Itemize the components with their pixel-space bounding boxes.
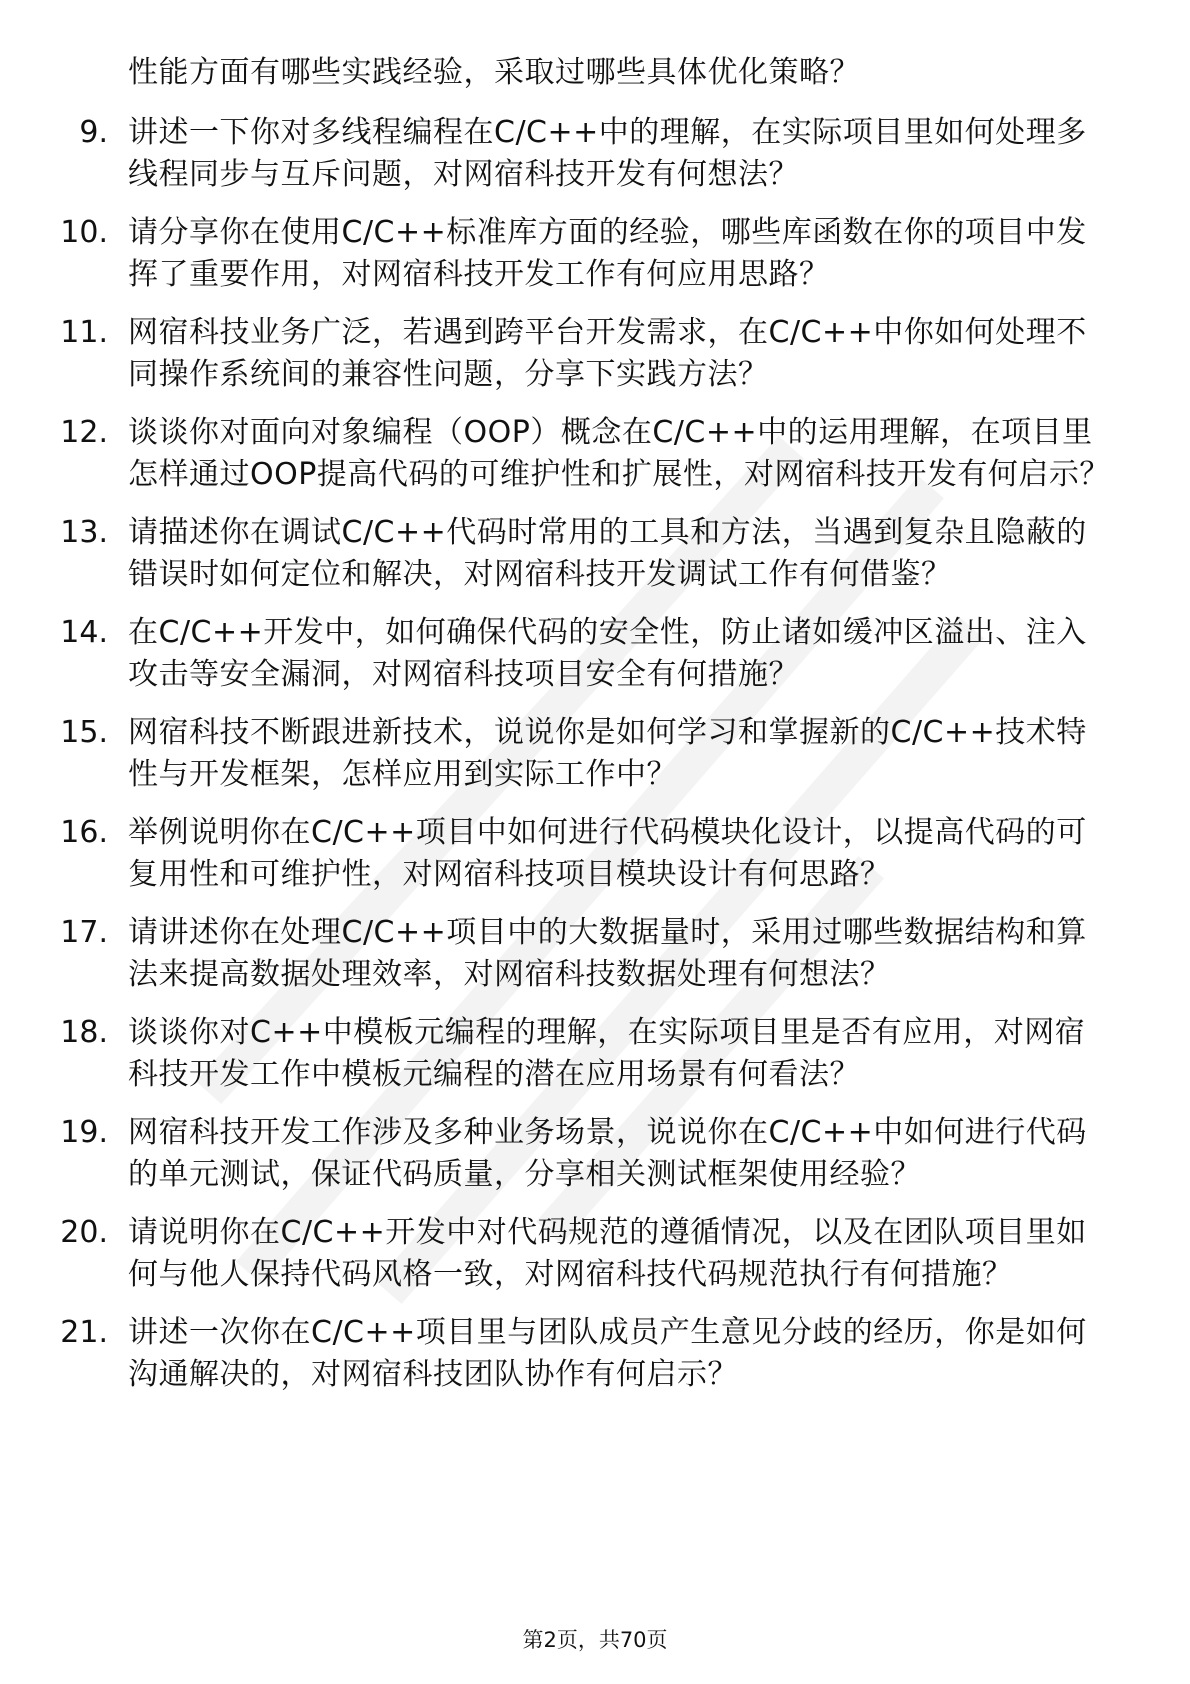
list-item	[0, 312, 1190, 396]
list-item	[0, 512, 1190, 596]
question-number: 14.	[60, 615, 108, 650]
list-item	[0, 1112, 1190, 1196]
list-item	[0, 912, 1190, 996]
question-text: 请分享你在使用C/C++标准库方面的经验，哪些库函数在你的项目中发挥了重要作用，对网宿科技开发工作有何应用思路？	[128, 215, 1087, 292]
question-text: 网宿科技业务广泛，若遇到跨平台开发需求，在C/C++中你如何处理不同操作系统间的兼容性问题，分享下实践方法？	[128, 315, 1087, 392]
list-item	[0, 1212, 1190, 1296]
question-text: 请描述你在调试C/C++代码时常用的工具和方法，当遇到复杂且隐蔽的错误时如何定位和解决，对网宿科技开发调试工作有何借鉴？	[128, 515, 1087, 592]
list-item	[0, 212, 1190, 296]
list-item	[0, 1012, 1190, 1096]
question-text: 网宿科技不断跟进新技术，说说你是如何学习和掌握新的C/C++技术特性与开发框架，怎样应用到实际工作中？	[128, 715, 1087, 792]
question-text: 谈谈你对C++中模板元编程的理解，在实际项目里是否有应用，对网宿科技开发工作中模板元编程的潜在应用场景有何看法？	[128, 1015, 1086, 1092]
question-number: 11.	[60, 315, 108, 350]
question-number: 13.	[60, 515, 108, 550]
question-number: 21.	[60, 1315, 108, 1350]
page-footer: 第2页，共70页	[522, 1628, 668, 1652]
list-item	[0, 412, 1190, 496]
question-number: 16.	[60, 815, 108, 850]
list-item	[0, 612, 1190, 696]
question-number: 18.	[60, 1015, 108, 1050]
question-number: 20.	[60, 1215, 108, 1250]
question-text: 举例说明你在C/C++项目中如何进行代码模块化设计，以提高代码的可复用性和可维护性，对网宿科技项目模块设计有何思路？	[128, 815, 1087, 892]
question-text: 网宿科技开发工作涉及多种业务场景，说说你在C/C++中如何进行代码的单元测试，保证代码质量，分享相关测试框架使用经验？	[128, 1115, 1087, 1192]
question-text: 讲述一下你对多线程编程在C/C++中的理解，在实际项目里如何处理多线程同步与互斥问题，对网宿科技开发有何想法？	[128, 115, 1087, 192]
question-text: 谈谈你对面向对象编程（OOP）概念在C/C++中的运用理解，在项目里怎样通过OOP提高代码的可维护性和扩展性，对网宿科技开发有何启示？	[128, 415, 1110, 492]
list-item	[0, 112, 1190, 196]
list-item	[0, 1312, 1190, 1396]
question-number: 19.	[60, 1115, 108, 1150]
question-list	[0, 112, 1190, 1412]
question-text: 在C/C++开发中，如何确保代码的安全性，防止诸如缓冲区溢出、注入攻击等安全漏洞，对网宿科技项目安全有何措施？	[128, 615, 1087, 692]
question-number: 10.	[60, 215, 108, 250]
question-number: 9.	[79, 115, 108, 150]
list-item	[0, 712, 1190, 796]
continued-question-text: 性能方面有哪些实践经验，采取过哪些具体优化策略？	[128, 55, 860, 90]
list-item	[0, 812, 1190, 896]
question-text: 讲述一次你在C/C++项目里与团队成员产生意见分歧的经历，你是如何沟通解决的，对网宿科技团队协作有何启示？	[128, 1315, 1087, 1392]
question-text: 请讲述你在处理C/C++项目中的大数据量时，采用过哪些数据结构和算法来提高数据处理效率，对网宿科技数据处理有何想法？	[128, 915, 1087, 992]
question-text: 请说明你在C/C++开发中对代码规范的遵循情况，以及在团队项目里如何与他人保持代码风格一致，对网宿科技代码规范执行有何措施？	[128, 1215, 1087, 1292]
question-number: 17.	[60, 915, 108, 950]
question-number: 12.	[60, 415, 108, 450]
question-number: 15.	[60, 715, 108, 750]
